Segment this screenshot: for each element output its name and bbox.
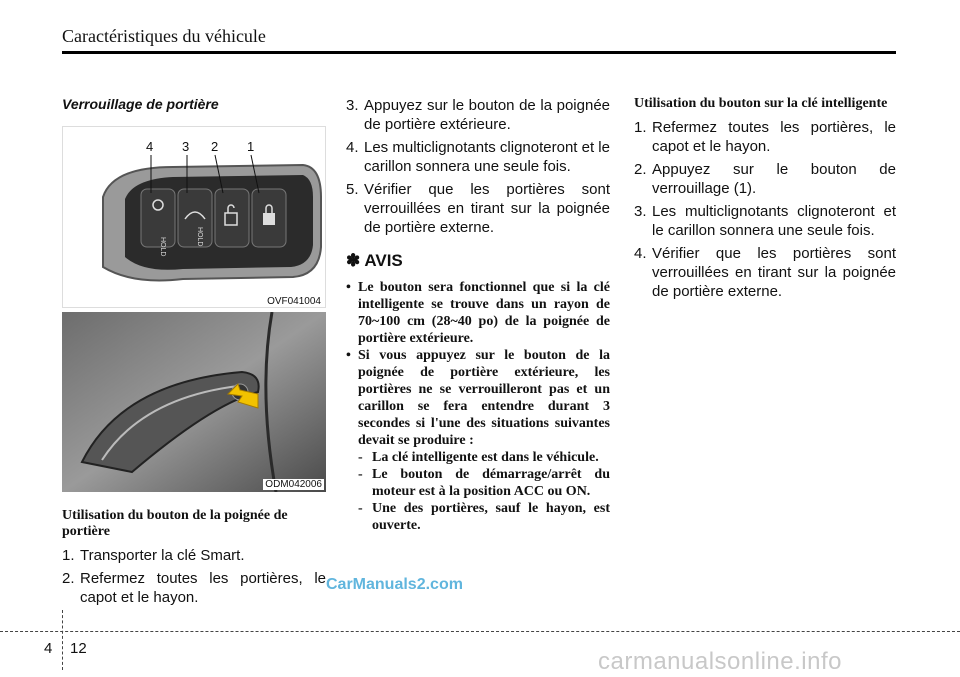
subheading: Utilisation du bouton de la poignée de portière <box>62 508 288 539</box>
list-item: 4. Les multiclignotants clignoteront et le carillon sonnera une seule fois. <box>346 139 610 175</box>
avis-bullet: • Le bouton sera fonctionnel que si la clé intelligente se trouve dans un rayon de 70~100 cm (28~40 po) de la poignée de portière extérieure. <box>346 280 610 346</box>
list-item: 4. Vérifier que les portières sont verrouillées en tirant sur la poignée de portière externe. <box>634 245 896 300</box>
avis-notice <box>346 279 610 534</box>
footer-divider <box>62 610 63 670</box>
list-item: 1. Refermez toutes les portières, le capot et le hayon. <box>634 119 896 155</box>
list-item: 1. Transporter la clé Smart. <box>62 547 245 564</box>
callout-1: 1 <box>247 139 255 154</box>
avis-bullet: • Si vous appuyez sur le bouton de la poignée de portière extérieure, les portières ne se verrouilleront pas et un carillon se fera entendre durant 3 secondes si l'une des situations suivantes devait se produire : <box>346 348 610 448</box>
footer-rule <box>0 631 960 632</box>
list-item: 2. Appuyez sur le bouton de verrouillage (1). <box>634 161 896 197</box>
column-left <box>62 96 326 611</box>
section-title: Verrouillage de portière <box>62 96 219 112</box>
door-handle-photo <box>62 312 326 492</box>
figure-code: ODM042006 <box>265 479 322 490</box>
button-text-hold-2: HOLD <box>196 227 203 247</box>
watermark-link[interactable]: CarManuals2.com <box>326 576 463 593</box>
column-middle <box>346 96 610 534</box>
column-right <box>634 96 896 305</box>
header-rule <box>62 51 896 54</box>
smart-key-illustration <box>63 127 325 307</box>
steps-list <box>346 96 610 237</box>
chapter-number: 4 <box>44 640 53 657</box>
list-item: 3. Les multiclignotants clignoteront et le carillon sonnera une seule fois. <box>634 203 896 239</box>
avis-heading: ✽ AVIS <box>346 251 403 270</box>
list-item: 5. Vérifier que les portières sont verrouillées en tirant sur la poignée de portière externe. <box>346 181 610 236</box>
avis-dash-item: - La clé intelligente est dans le véhicule. <box>358 450 599 465</box>
steps-list <box>634 118 896 301</box>
door-handle-figure <box>62 312 326 492</box>
smart-key-figure <box>62 126 326 308</box>
steps-list <box>62 546 326 607</box>
avis-dash-item: - Une des portières, sauf le hayon, est ouverte. <box>358 501 610 533</box>
button-text-hold-1: HOLD <box>159 237 166 257</box>
avis-dash-item: - Le bouton de démarrage/arrêt du moteur est à la position ACC ou ON. <box>358 467 610 499</box>
callout-2: 2 <box>211 139 219 154</box>
page-header-title: Caractéristiques du véhicule <box>62 26 266 46</box>
list-item: 2. Refermez toutes les portières, le capot et le hayon. <box>62 570 326 606</box>
callout-4: 4 <box>146 139 154 154</box>
page-number: 12 <box>70 640 87 657</box>
subheading: Utilisation du bouton sur la clé intelligente <box>634 96 888 111</box>
figure-code: OVF041004 <box>267 296 321 307</box>
watermark-text: carmanualsonline.info <box>598 648 842 675</box>
callout-3: 3 <box>182 139 190 154</box>
list-item: 3. Appuyez sur le bouton de la poignée de portière extérieure. <box>346 97 610 133</box>
